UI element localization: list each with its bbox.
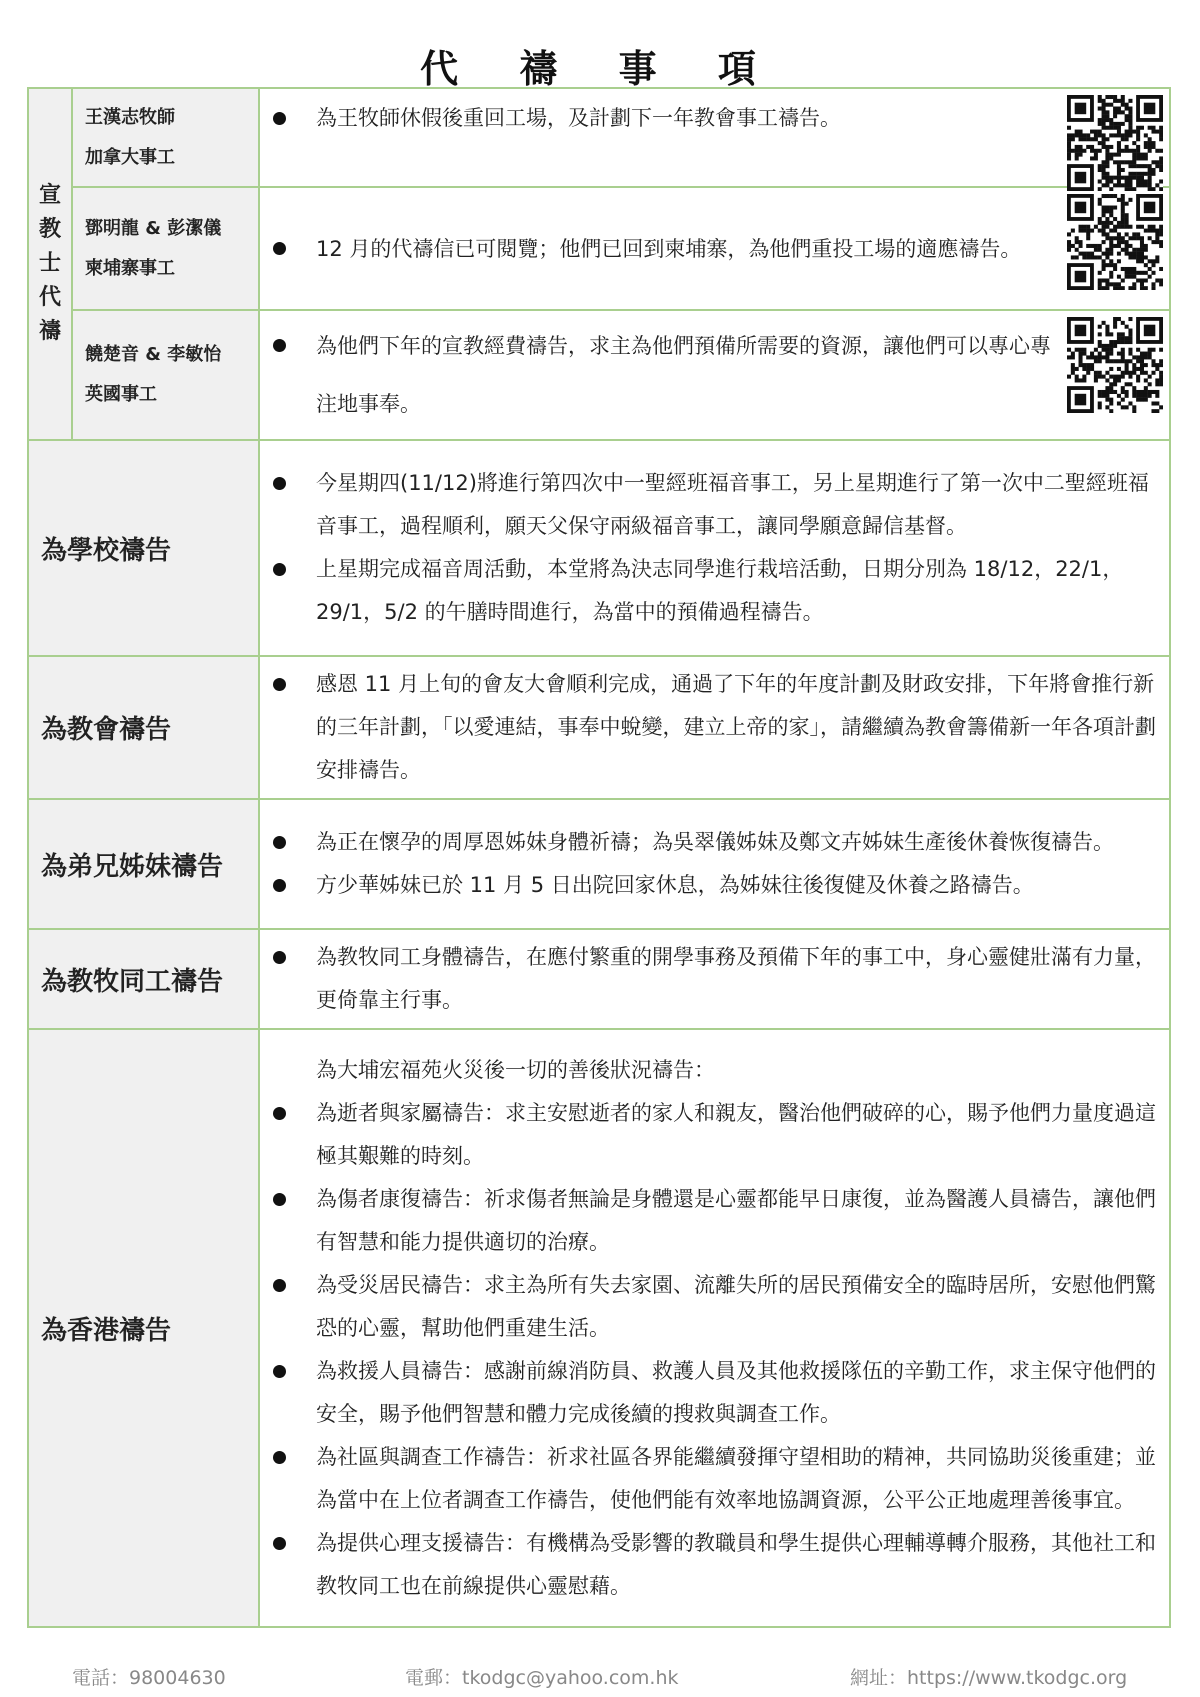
bullet-icon [273,563,286,576]
list-intro: 為大埔宏福苑火災後一切的善後狀況禱告： [316,1057,715,1082]
bullet-icon [273,1107,286,1120]
missionary-field: 加拿大事工 [85,146,175,168]
missionary-content [259,88,1170,187]
list-item: 為教牧同工身體禱告，在應付繁重的開學事務及預備下年的事工中，身心靈健壯滿有力量，更倚靠主行事。 [260,936,1161,1022]
section-content [259,929,1170,1029]
bullet-icon [273,951,286,964]
qr-code-icon[interactable] [1067,194,1163,290]
list-item: 為正在懷孕的周厚恩姊妹身體祈禱；為吳翠儀姊妹及鄭文卉姊妹生產後休養恢復禱告。 [260,821,1161,864]
list-item: 上星期完成福音周活動，本堂將為決志同學進行栽培活動，日期分別為 18/12，22/1，29/1，5/2 的午膳時間進行，為當中的預備過程禱告。 [260,548,1161,634]
missionary-names-cell [72,310,259,440]
bullet-icon [273,1537,286,1550]
list-item: 為提供心理支援禱告：有機構為受影響的教職員和學生提供心理輔導轉介服務，其他社工和教牧同工也在前線提供心靈慰藉。 [260,1522,1161,1608]
section-content [259,656,1170,799]
list-item: 感恩 11 月上旬的會友大會順利完成，通過了下年的年度計劃及財政安排，下年將會推行新的三年計劃，「以愛連結，事奉中蛻變，建立上帝的家」，請繼續為教會籌備新一年各項計劃安排禱告。 [260,663,1161,792]
list-item: 為逝者與家屬禱告：求主安慰逝者的家人和親友，醫治他們破碎的心，賜予他們力量度過這極其艱難的時刻。 [260,1092,1161,1178]
section-category: 為香港禱告 [28,1029,259,1627]
bullet-icon [273,879,286,892]
bullet-icon [273,1279,286,1292]
bullet-icon [273,1193,286,1206]
page-title: 代 禱 事 項 [420,47,780,91]
section-category: 為弟兄姊妹禱告 [28,799,259,929]
bullet-icon [273,477,286,490]
bullet-icon [273,1365,286,1378]
missionary-content [259,187,1170,310]
missionary-row [28,310,1170,440]
section-row [28,1029,1170,1627]
missionary-names: 鄧明龍 & 彭潔儀 [85,217,222,239]
missionary-field: 柬埔寨事工 [85,257,175,279]
bullet-icon [273,1451,286,1464]
section-content [259,1029,1170,1627]
missionary-names-cell [72,187,259,310]
list-item: 方少華姊妹已於 11 月 5 日出院回家休息，為姊妹往後復健及休養之路禱告。 [260,864,1161,907]
bullet-icon [273,339,286,352]
prayer-table [27,87,1171,1628]
bullet-icon [273,242,286,255]
section-content [259,440,1170,656]
list-item: 為受災居民禱告：求主為所有失去家園、流離失所的居民預備安全的臨時居所，安慰他們驚恐的心靈，幫助他們重建生活。 [260,1264,1161,1350]
list-item: 為王牧師休假後重回工場，及計劃下一年教會事工禱告。 [260,97,1161,140]
section-row [28,929,1170,1029]
missionary-names: 王漢志牧師 [85,106,175,128]
missionary-row [28,88,1170,187]
missionary-content [259,310,1170,440]
list-item: 今星期四(11/12)將進行第四次中一聖經班福音事工，另上星期進行了第一次中二聖經班福音事工，過程順利，願天父保守兩級福音事工，讓同學願意歸信基督。 [260,462,1161,548]
bullet-icon [273,678,286,691]
section-row [28,440,1170,656]
section-category: 為教牧同工禱告 [28,929,259,1029]
footer-website[interactable]: 網址：https://www.tkodgc.org [850,1667,1128,1689]
section-category: 為教會禱告 [28,656,259,799]
section-category: 為學校禱告 [28,440,259,656]
missionary-field: 英國事工 [85,384,157,405]
section-content [259,799,1170,929]
list-item: 為社區與調查工作禱告：祈求社區各界能繼續發揮守望相助的精神，共同協助災後重建；並為當中在上位者調查工作禱告，使他們能有效率地協調資源，公平公正地處理善後事宜。 [260,1436,1161,1522]
qr-code-icon[interactable] [1067,317,1163,413]
missionary-row [28,187,1170,310]
section-row [28,799,1170,929]
list-item: 12 月的代禱信已可閱覽；他們已回到柬埔寨，為他們重投工場的適應禱告。 [260,220,1161,278]
section-row [28,656,1170,799]
list-item: 為他們下年的宣教經費禱告，求主為他們預備所需要的資源，讓他們可以專心專注地事奉。 [260,317,1161,433]
missionary-names: 饒楚音 & 李敏怡 [85,344,222,365]
footer-phone: 電話：98004630 [72,1667,226,1689]
qr-code-icon[interactable] [1067,95,1163,191]
list-item: 為救援人員禱告：感謝前線消防員、救護人員及其他救援隊伍的辛勤工作，求主保守他們的安全，賜予他們智慧和體力完成後續的搜救與調查工作。 [260,1350,1161,1436]
missionary-names-cell [72,88,259,187]
list-item: 為傷者康復禱告：祈求傷者無論是身體還是心靈都能早日康復，並為醫護人員禱告，讓他們有智慧和能力提供適切的治療。 [260,1178,1161,1264]
missionary-category: 宣 教 士 代 禱 [28,88,72,440]
bullet-icon [273,836,286,849]
bullet-icon [273,112,286,125]
footer-email[interactable]: 電郵：tkodgc@yahoo.com.hk [405,1667,679,1689]
